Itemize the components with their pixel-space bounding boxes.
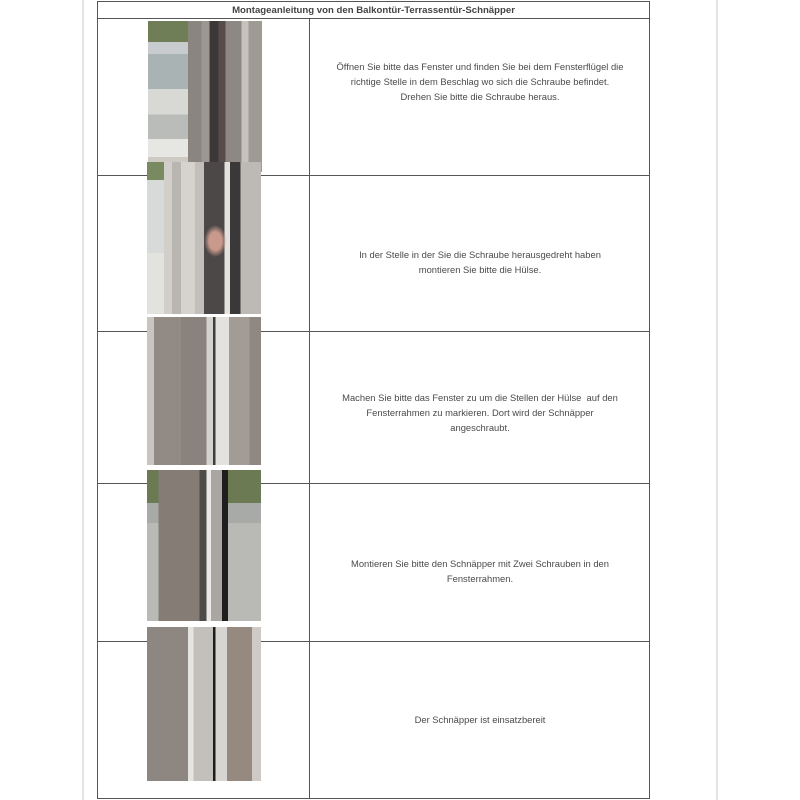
step-4-line-1: Montieren Sie bitte den Schnäpper mit Zwei Schrauben in den (351, 558, 609, 569)
step-5-photo (147, 627, 261, 781)
step-5-line-1: Der Schnäpper ist einsatzbereit (414, 714, 546, 725)
column-divider (309, 19, 310, 798)
step-2-photo (147, 162, 261, 314)
step-2-line-2: montieren Sie bitte die Hülse. (418, 264, 542, 275)
step-2-text (311, 247, 649, 277)
step-1-line-3: Drehen Sie bitte die Schraube heraus. (400, 91, 560, 102)
page-edge-left (82, 0, 84, 800)
step-2-line-1: In der Stelle in der Sie die Schraube herausgedreht haben (359, 249, 601, 260)
step-1-text (311, 59, 649, 104)
step-1-line-2: richtige Stelle in dem Beschlag wo sich die Schraube befindet. (350, 76, 610, 87)
step-3-line-3: angeschraubt. (450, 422, 510, 433)
step-3-line-1: Machen Sie bitte das Fenster zu um die Stellen der Hülse auf den (342, 392, 618, 403)
step-3-photo (147, 317, 261, 465)
step-1-photo (148, 21, 262, 172)
step-4-line-2: Fensterrahmen. (446, 573, 514, 584)
step-1-line-1: Öffnen Sie bitte das Fenster und finden Sie bei dem Fensterflügel die (336, 61, 624, 72)
step-3-line-2: Fensterrahmen zu markieren. Dort wird der Schnäpper (366, 407, 594, 418)
page-edge-right (716, 0, 718, 800)
document-title: Montageanleitung von den Balkontür-Terrassentür-Schnäpper (232, 5, 515, 16)
step-4-photo (147, 470, 261, 621)
row-divider (98, 18, 649, 19)
step-5-text (311, 712, 649, 727)
instruction-table (97, 1, 650, 799)
step-3-text (311, 390, 649, 435)
step-4-text (311, 556, 649, 586)
